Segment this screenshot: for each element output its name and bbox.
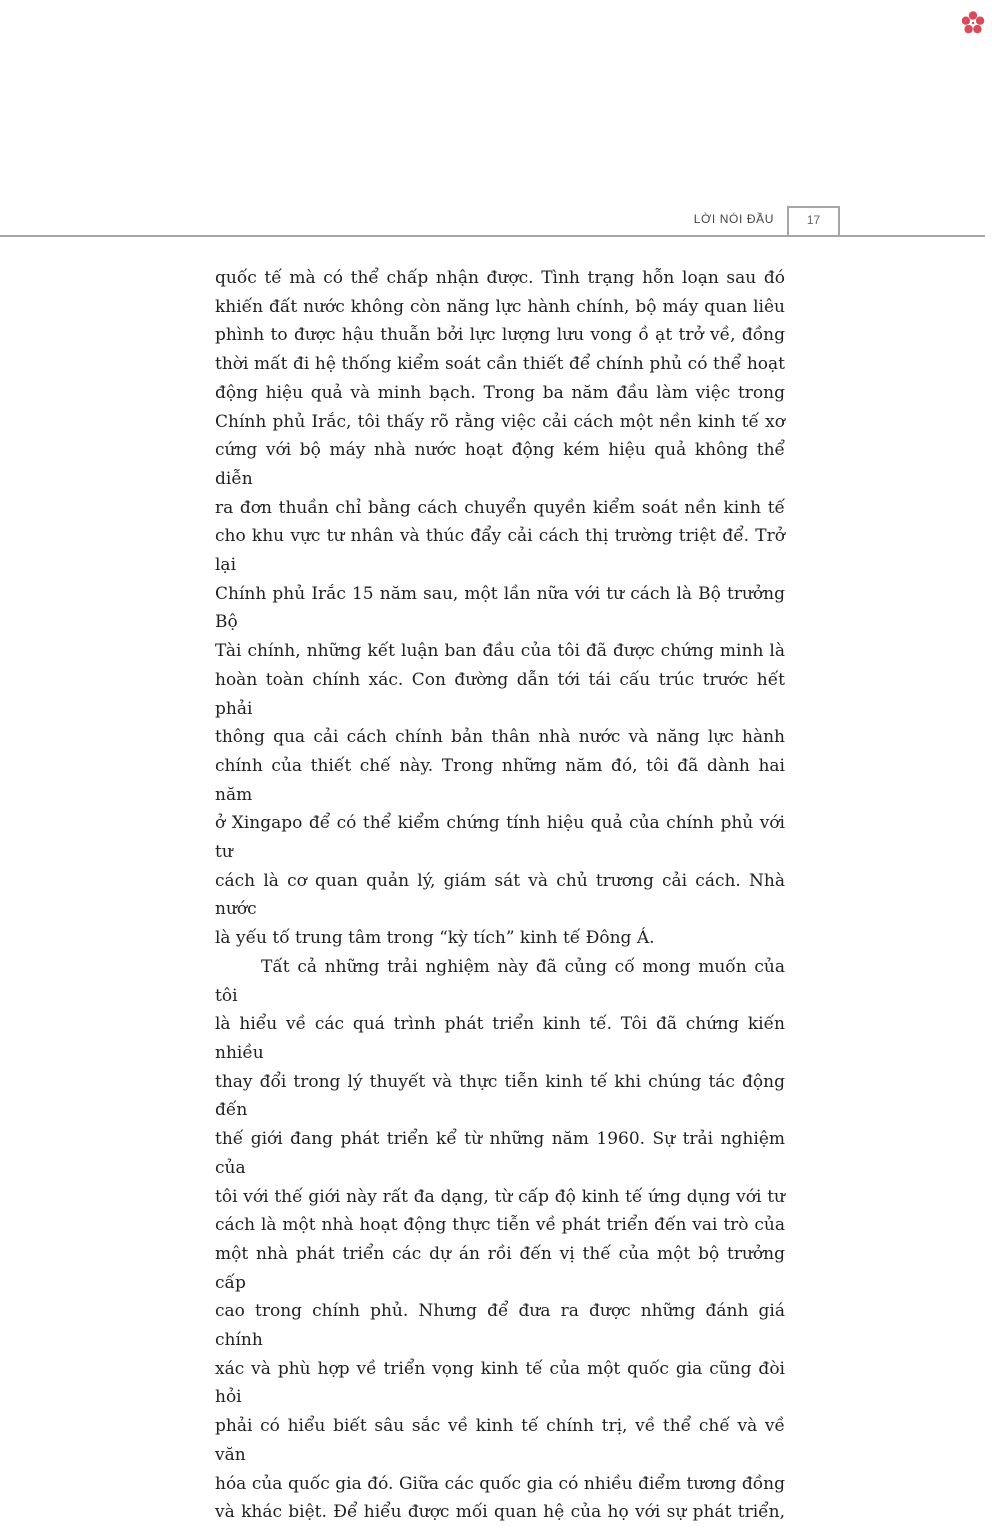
text-line: Chính phủ Irắc, tôi thấy rõ rằng việc cải cách một nền kinh tế xơ [215, 411, 785, 432]
text-line: Tất cả những trải nghiệm này đã củng cố mong muốn của tôi [215, 956, 785, 1006]
text-line: khiến đất nước không còn năng lực hành chính, bộ máy quan liêu [215, 296, 785, 317]
text-line: là yếu tố trung tâm trong “kỳ tích” kinh tế Đông Á. [215, 928, 655, 949]
text-line: cứng với bộ máy nhà nước hoạt động kém hiệu quả không thể diễn [215, 440, 785, 489]
body-text [215, 264, 785, 1527]
text-line: phải có hiểu biết sâu sắc về kinh tế chính trị, về thể chế và về văn [215, 1416, 785, 1465]
text-line: Tài chính, những kết luận ban đầu của tôi đã được chứng minh là [215, 641, 785, 662]
text-line: quốc tế mà có thể chấp nhận được. Tình trạng hỗn loạn sau đó [215, 268, 785, 288]
text-line: thông qua cải cách chính bản thân nhà nước và năng lực hành [215, 727, 785, 748]
text-line: ở Xingapo để có thể kiểm chứng tính hiệu quả của chính phủ với tư [215, 813, 785, 863]
text-line: là hiểu về các quá trình phát triển kinh tế. Tôi đã chứng kiến nhiều [215, 1014, 785, 1063]
text-line: tôi với thế giới này rất đa dạng, từ cấp độ kinh tế ứng dụng với tư [215, 1186, 785, 1207]
text-line: một nhà phát triển các dự án rồi đến vị thế của một bộ trưởng cấp [215, 1243, 785, 1293]
text-line: hóa của quốc gia đó. Giữa các quốc gia có nhiều điểm tương đồng [215, 1473, 785, 1494]
text-line: hoàn toàn chính xác. Con đường dẫn tới tái cấu trúc trước hết phải [215, 669, 785, 719]
text-line: thay đổi trong lý thuyết và thực tiễn kinh tế khi chúng tác động đến [215, 1071, 785, 1121]
text-line: và khác biệt. Để hiểu được mối quan hệ của họ với sự phát triển, [215, 1502, 785, 1523]
text-line: Chính phủ Irắc 15 năm sau, một lần nữa với tư cách là Bộ trưởng Bộ [215, 583, 785, 633]
running-header-title: LỜI NÓI ĐẦU [693, 212, 774, 226]
text-line: thế giới đang phát triển kể từ những năm 1960. Sự trải nghiệm của [215, 1129, 785, 1178]
text-line: động hiệu quả và minh bạch. Trong ba năm đầu làm việc trong [215, 382, 785, 403]
text-line: cho khu vực tư nhân và thúc đẩy cải cách thị trường triệt để. Trở lại [215, 526, 785, 576]
text-line: chính của thiết chế này. Trong những năm đó, tôi đã dành hai năm [215, 755, 785, 805]
flower-icon [960, 10, 986, 36]
text-line: ra đơn thuần chỉ bằng cách chuyển quyền kiểm soát nền kinh tế [215, 497, 785, 518]
page-number: 17 [806, 213, 821, 227]
text-line: xác và phù hợp về triển vọng kinh tế của một quốc gia cũng đòi hỏi [215, 1358, 785, 1408]
text-line: cao trong chính phủ. Nhưng để đưa ra được những đánh giá chính [215, 1301, 785, 1351]
text-line: cách là một nhà hoạt động thực tiễn về phát triển đến vai trò của [215, 1215, 785, 1236]
text-line: phình to được hậu thuẫn bởi lực lượng lưu vong ồ ạt trở về, đồng [215, 325, 785, 346]
text-line: cách là cơ quan quản lý, giám sát và chủ trương cải cách. Nhà nước [215, 870, 785, 920]
text-line: thời mất đi hệ thống kiểm soát cần thiết để chính phủ có thể hoạt [215, 354, 785, 375]
